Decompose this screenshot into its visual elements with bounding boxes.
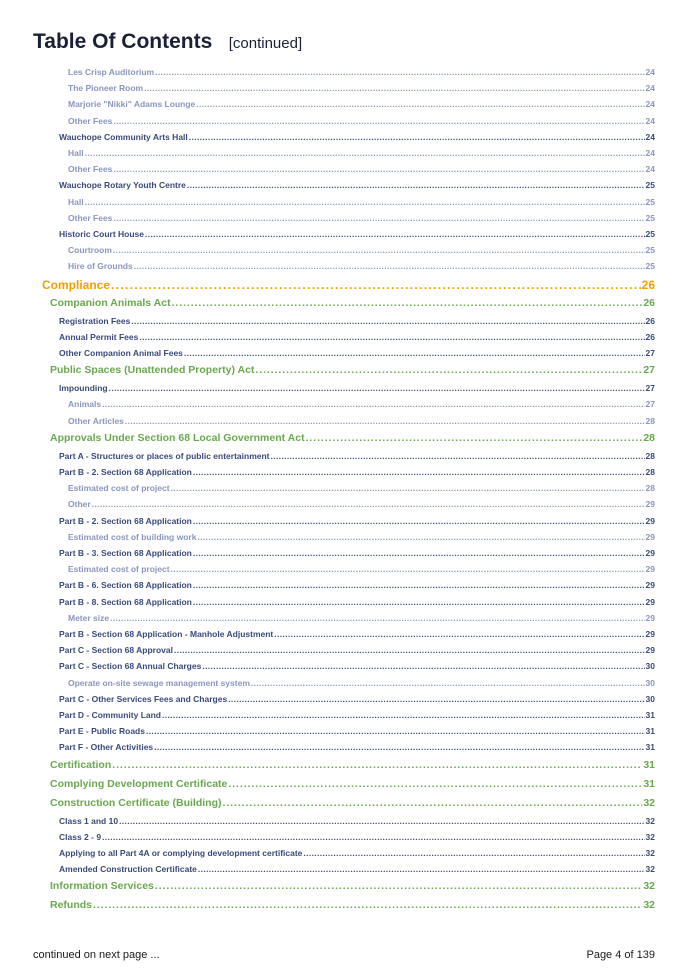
toc-entry-label: Meter size (68, 612, 110, 623)
toc-entry-label: Part B - 2. Section 68 Application (59, 515, 192, 526)
toc-entry-label: Complying Development Certificate (50, 777, 228, 790)
toc-entry-page: 32 (645, 815, 655, 826)
toc-leader-dots (102, 832, 644, 842)
toc-leader-dots (303, 848, 644, 858)
toc-entry-label: Other Fees (68, 115, 113, 126)
toc-entry-page: 27 (645, 348, 655, 358)
toc-leader-dots (228, 694, 644, 704)
toc-entry[interactable] (59, 742, 655, 752)
toc-entry-page: 28 (645, 450, 655, 461)
toc-leader-dots (189, 132, 645, 142)
toc-entry[interactable] (59, 348, 655, 358)
toc-entry-label: Wauchope Rotary Youth Centre (59, 180, 186, 191)
toc-entry[interactable] (50, 797, 655, 809)
toc-entry-page: 27 (643, 364, 655, 377)
toc-entry[interactable] (59, 832, 655, 842)
toc-entry-page: 31 (645, 726, 655, 737)
toc-entry-label: Amended Construction Certificate (59, 864, 197, 875)
toc-entry-label: Part C - Section 68 Annual Charges (59, 661, 202, 672)
toc-leader-dots (85, 197, 645, 207)
toc-entry[interactable] (59, 661, 655, 671)
toc-entry-page: 30 (645, 693, 655, 704)
toc-entry-label: Approvals Under Section 68 Local Government Act (50, 431, 305, 444)
toc-entry[interactable] (50, 899, 655, 911)
toc-entry-page: 24 (645, 115, 655, 126)
toc-entry-page: 24 (645, 148, 655, 158)
toc-entry-page: 27 (645, 383, 655, 394)
toc-entry-page: 30 (645, 661, 655, 672)
toc-entry-label: Part B - 6. Section 68 Application (59, 580, 192, 591)
toc-leader-dots (174, 645, 645, 655)
toc-leader-dots (271, 451, 645, 461)
page-title: Table Of Contents (33, 30, 213, 53)
toc-entry-page: 24 (645, 83, 655, 94)
toc-entry[interactable] (68, 564, 655, 574)
toc-entry-page: 25 (645, 196, 655, 207)
toc-leader-dots (134, 261, 645, 271)
toc-entry[interactable] (59, 229, 655, 239)
toc-entry-label: Other Companion Animal Fees (59, 348, 183, 358)
toc-leader-dots (197, 532, 644, 542)
toc-entry[interactable] (59, 848, 655, 858)
toc-entry[interactable] (59, 132, 655, 142)
toc-leader-dots (112, 759, 642, 771)
toc-entry-page: 28 (645, 483, 655, 494)
toc-entry[interactable] (68, 399, 655, 409)
toc-entry-page: 26 (643, 296, 655, 309)
toc-entry-label: Estimated cost of project (68, 564, 170, 575)
toc-entry[interactable] (68, 678, 655, 688)
toc-entry-label: Other Articles (68, 415, 124, 426)
toc-entry[interactable] (59, 548, 655, 558)
toc-entry[interactable] (59, 467, 655, 477)
toc-entry-label: Registration Fees (59, 315, 131, 326)
toc-leader-dots (187, 180, 645, 190)
toc-leader-dots (171, 483, 645, 493)
toc-entry-label: Class 1 and 10 (59, 815, 119, 826)
toc-entry[interactable] (59, 726, 655, 736)
toc-entry-page: 29 (645, 645, 655, 656)
toc-entry[interactable] (59, 180, 655, 190)
toc-entry-page: 25 (645, 261, 655, 272)
toc-entry-page: 29 (645, 515, 655, 526)
toc-entry[interactable] (42, 278, 655, 292)
toc-entry-page: 29 (645, 612, 655, 623)
toc-leader-dots (155, 880, 642, 892)
toc-entry-label: Companion Animals Act (50, 296, 171, 309)
toc-entry-label: Part D - Community Land (59, 710, 162, 720)
toc-leader-dots (196, 99, 644, 109)
toc-entry[interactable] (68, 416, 655, 426)
toc-entry-page: 29 (645, 580, 655, 591)
toc-leader-dots (154, 742, 644, 752)
toc-leader-dots (125, 416, 645, 426)
toc-leader-dots (113, 213, 644, 223)
toc-entry-label: Animals (68, 399, 102, 410)
toc-entry-page: 25 (645, 180, 655, 191)
toc-entry[interactable] (68, 67, 655, 77)
toc-entry-page: 30 (645, 677, 655, 688)
toc-entry[interactable] (50, 759, 655, 771)
toc-leader-dots (193, 597, 645, 607)
toc-entry-page: 28 (643, 431, 655, 444)
toc-entry-label: Certification (50, 758, 112, 771)
toc-entry-label: Hall (68, 148, 84, 158)
toc-entry-label: Part B - Section 68 Application - Manhole Adjustment (59, 629, 274, 639)
toc-leader-dots (255, 364, 642, 376)
toc-entry-page: 32 (645, 864, 655, 875)
toc-entry[interactable] (59, 332, 655, 342)
toc-entry-label: Part B - 8. Section 68 Application (59, 596, 192, 607)
toc-entry-label: Part E - Public Roads (59, 726, 145, 737)
toc-entry-label: Part F - Other Activities (59, 742, 154, 753)
toc-entry-label: Hall (68, 196, 84, 207)
toc-entry-label: Other Fees (68, 212, 113, 223)
toc-entry-page: 29 (645, 596, 655, 607)
toc-entry[interactable] (59, 694, 655, 704)
toc-entry[interactable] (68, 83, 655, 93)
toc-entry-label: Les Crisp Auditorium (68, 67, 155, 77)
toc-leader-dots (251, 678, 645, 688)
toc-entry-page: 24 (645, 131, 655, 142)
toc-entry[interactable] (68, 197, 655, 207)
toc-entry-label: Part B - 2. Section 68 Application (59, 467, 192, 477)
toc-entry-label: Annual Permit Fees (59, 331, 139, 342)
toc-leader-dots (102, 399, 644, 409)
toc-leader-dots (119, 816, 644, 826)
toc-entry[interactable] (50, 778, 655, 790)
toc-entry-page: 29 (645, 564, 655, 575)
toc-entry-page: 26 (641, 277, 655, 292)
toc-entry-label: Refunds (50, 899, 92, 912)
toc-entry[interactable] (68, 213, 655, 223)
toc-entry-label: Courtroom (68, 245, 112, 256)
toc-leader-dots (109, 383, 645, 393)
toc-entry-page: 32 (645, 831, 655, 842)
toc-entry[interactable] (59, 710, 655, 720)
toc-entry-label: Public Spaces (Unattended Property) Act (50, 364, 255, 377)
toc-leader-dots (144, 83, 644, 93)
toc-leader-dots (171, 564, 645, 574)
toc-leader-dots (111, 278, 641, 292)
toc-entry[interactable] (68, 532, 655, 542)
toc-entry-label: Part C - Other Services Fees and Charges (59, 693, 228, 704)
toc-entry-page: 31 (643, 758, 655, 771)
toc-entry-label: Estimated cost of project (68, 483, 170, 494)
continued-note: continued on next page ... (33, 949, 160, 961)
toc-entry-label: Wauchope Community Arts Hall (59, 131, 188, 142)
toc-leader-dots (145, 229, 645, 239)
toc-entry-page: 31 (643, 777, 655, 790)
toc-leader-dots (155, 67, 644, 77)
toc-entry-label: Class 2 - 9 (59, 831, 102, 842)
toc-leader-dots (139, 332, 644, 342)
toc-entry[interactable] (68, 99, 655, 109)
toc-entry-label: Part C - Section 68 Approval (59, 645, 173, 656)
toc-entry-label: Compliance (42, 277, 111, 292)
toc-entry[interactable] (68, 245, 655, 255)
toc-entry-label: Applying to all Part 4A or complying development certificate (59, 848, 303, 858)
toc-leader-dots (274, 629, 644, 639)
toc-entry-page: 29 (645, 531, 655, 542)
toc-entry[interactable] (59, 629, 655, 639)
toc-entry-label: Information Services (50, 880, 154, 893)
toc-entry[interactable] (59, 451, 655, 461)
toc-entry[interactable] (59, 597, 655, 607)
toc-leader-dots (162, 710, 645, 720)
toc-leader-dots (131, 316, 644, 326)
toc-entry-label: Estimated cost of building work (68, 531, 197, 542)
toc-entry-page: 24 (645, 99, 655, 110)
toc-entry[interactable] (50, 297, 655, 309)
toc-entry[interactable] (59, 580, 655, 590)
toc-entry[interactable] (68, 483, 655, 493)
toc-entry-page: 31 (645, 742, 655, 753)
toc-entry-page: 32 (643, 899, 655, 912)
toc-entry-page: 26 (645, 331, 655, 342)
toc-entry-label: Other Fees (68, 164, 113, 175)
toc-leader-dots (228, 778, 642, 790)
toc-entry[interactable] (68, 116, 655, 126)
toc-entry-label: Operate on-site sewage management system (68, 677, 250, 688)
toc-leader-dots (306, 432, 643, 444)
toc-entry-page: 24 (645, 67, 655, 77)
toc-entry[interactable] (50, 432, 655, 444)
toc-leader-dots (110, 613, 644, 623)
toc-leader-dots (113, 245, 645, 255)
toc-entry[interactable] (68, 164, 655, 174)
toc-leader-dots (92, 499, 645, 509)
toc-leader-dots (198, 864, 645, 874)
toc-leader-dots (184, 348, 645, 358)
toc-leader-dots (223, 797, 643, 809)
toc-leader-dots (193, 516, 645, 526)
toc-entry-page: 32 (645, 848, 655, 858)
toc-leader-dots (193, 548, 645, 558)
toc-entry-page: 28 (645, 415, 655, 426)
toc-entry-page: 31 (645, 710, 655, 720)
toc-entry-page: 29 (645, 499, 655, 510)
toc-entry[interactable] (59, 383, 655, 393)
toc-leader-dots (193, 580, 645, 590)
toc-leader-dots (202, 661, 644, 671)
page-subtitle: [continued] (228, 35, 303, 52)
toc-entry-page: 29 (645, 629, 655, 639)
toc-entry-label: Impounding (59, 383, 108, 394)
toc-leader-dots (193, 467, 645, 477)
toc-entry-page: 25 (645, 212, 655, 223)
toc-entry-page: 27 (645, 399, 655, 410)
toc-entry-label: Marjorie "Nikki" Adams Lounge (68, 99, 196, 110)
toc-entry-label: The Pioneer Room (68, 83, 144, 94)
toc-leader-dots (146, 726, 645, 736)
toc-entry[interactable] (68, 499, 655, 509)
toc-entry[interactable] (59, 816, 655, 826)
toc-entry-page: 28 (645, 467, 655, 477)
toc-entry-page: 32 (643, 796, 655, 809)
page-header (33, 30, 302, 54)
toc-entry[interactable] (59, 516, 655, 526)
toc-entry[interactable] (59, 864, 655, 874)
toc-entry-label: Part A - Structures or places of public entertainment (59, 450, 270, 461)
toc-entry-page: 24 (645, 164, 655, 175)
toc-entry[interactable] (50, 880, 655, 892)
toc-entry[interactable] (59, 316, 655, 326)
page-number: Page 4 of 139 (586, 949, 655, 961)
toc-entry-page: 26 (645, 315, 655, 326)
toc-entry[interactable] (68, 148, 655, 158)
toc-entry[interactable] (68, 261, 655, 271)
toc-entry-page: 25 (645, 245, 655, 256)
toc-entry[interactable] (50, 364, 655, 376)
toc-entry-label: Historic Court House (59, 229, 145, 239)
toc-entry-label: Hire of Grounds (68, 261, 133, 272)
toc-entry-page: 32 (643, 880, 655, 893)
toc-entry-label: Construction Certificate (Building) (50, 796, 222, 809)
toc-entry[interactable] (68, 613, 655, 623)
toc-entry-label: Other (68, 499, 91, 510)
toc-entry-page: 25 (645, 229, 655, 239)
toc-leader-dots (93, 899, 642, 911)
toc-entry-label: Part B - 3. Section 68 Application (59, 548, 192, 558)
toc-entry-page: 29 (645, 548, 655, 558)
toc-leader-dots (113, 116, 644, 126)
toc-leader-dots (85, 148, 645, 158)
toc-leader-dots (113, 164, 644, 174)
toc-entry[interactable] (59, 645, 655, 655)
toc-leader-dots (172, 297, 643, 309)
